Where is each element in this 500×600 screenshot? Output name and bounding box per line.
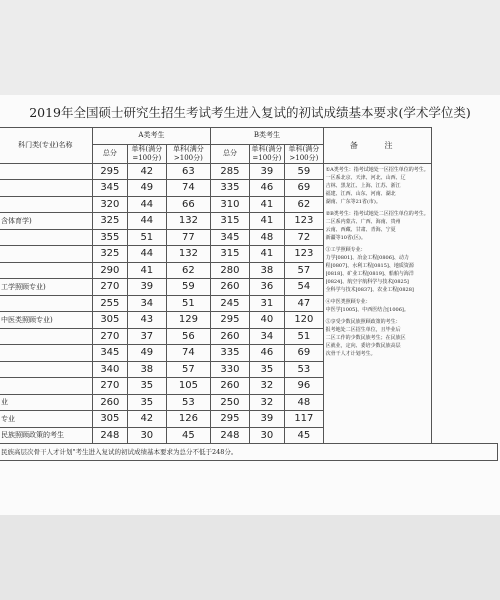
document-page — [0, 95, 500, 515]
b-score-cell: 330 — [211, 361, 249, 378]
note-line: 湖南、广东等21省(市)。 — [325, 198, 381, 205]
a-score-cell: 77 — [166, 229, 211, 246]
subject-cell — [0, 295, 92, 312]
b-score-cell: 315 — [211, 246, 249, 263]
b-score-cell: 295 — [211, 312, 249, 329]
a-score-cell: 66 — [166, 196, 211, 213]
a-score-cell: 53 — [166, 394, 211, 411]
group-b-header: B类考生 — [211, 128, 323, 145]
a-score-cell: 295 — [92, 163, 127, 180]
a-score-cell: 325 — [92, 213, 127, 230]
a-score-cell: 34 — [128, 295, 167, 312]
b-score-cell: 123 — [285, 213, 324, 230]
notes-cell — [323, 163, 431, 444]
background-band — [0, 515, 500, 600]
subject-cell — [0, 246, 92, 263]
subject-cell: 民族照顾政策的考生 — [0, 427, 92, 444]
b-score-cell: 48 — [249, 229, 284, 246]
a-score-cell: 44 — [128, 246, 167, 263]
b-score-cell: 335 — [211, 345, 249, 362]
b-score-cell: 46 — [249, 180, 284, 197]
a-score-cell: 260 — [92, 394, 127, 411]
b-score-cell: 41 — [249, 246, 284, 263]
a-score-cell: 51 — [128, 229, 167, 246]
a-score-cell: 340 — [92, 361, 127, 378]
b-score-cell: 46 — [249, 345, 284, 362]
b-score-cell: 54 — [285, 279, 324, 296]
b-score-cell: 310 — [211, 196, 249, 213]
a-score-cell: 57 — [166, 361, 211, 378]
b-score-cell: 48 — [285, 394, 324, 411]
note-line: ②B类考生：指考试地处二区招生单位的考生。 — [325, 210, 429, 217]
subject-cell — [0, 196, 92, 213]
a-score-cell: 270 — [92, 328, 127, 345]
a-score-cell: 305 — [92, 312, 127, 329]
a-score-cell: 38 — [128, 361, 167, 378]
subject-cell: 含体育学) — [0, 213, 92, 230]
subject-cell — [0, 229, 92, 246]
note-line: [0824]、航空宇航科学与技术[0825] — [325, 278, 409, 285]
subject-header: 科门类(专业)名称 — [0, 128, 92, 164]
b-score-cell: 248 — [211, 427, 249, 444]
b-score-cell: 51 — [285, 328, 324, 345]
b-score-cell: 280 — [211, 262, 249, 279]
note-line: 区就业，定向、委培少数民族高层 — [325, 342, 401, 349]
a-single2-header: 单科(满分>100分) — [166, 144, 211, 163]
score-table — [0, 127, 498, 461]
notes-header: 备 注 — [323, 128, 431, 164]
note-line: 福建、江西、山东、河南、湖北 — [325, 190, 396, 197]
subject-cell — [0, 180, 92, 197]
b-score-cell: 39 — [249, 411, 284, 428]
a-score-cell: 42 — [128, 163, 167, 180]
a-score-cell: 320 — [92, 196, 127, 213]
a-score-cell: 59 — [166, 279, 211, 296]
b-score-cell: 260 — [211, 279, 249, 296]
a-score-cell: 51 — [166, 295, 211, 312]
a-score-cell: 129 — [166, 312, 211, 329]
note-line: 力学[0801]、冶金工程[0806]、动力 — [325, 254, 409, 261]
a-score-cell: 132 — [166, 246, 211, 263]
note-line: ①A类考生：指考试地处一区招生单位的考生。 — [325, 166, 429, 173]
a-score-cell: 270 — [92, 378, 127, 395]
b-score-cell: 295 — [211, 411, 249, 428]
note-line: [0818]、矿业工程[0819]、船舶与海洋 — [325, 270, 414, 277]
b-score-cell: 47 — [285, 295, 324, 312]
note-line: ④中医类照顾专业： — [325, 298, 371, 305]
a-score-cell: 74 — [166, 345, 211, 362]
note-line: ⑤享受少数民族照顾政策的考生： — [325, 318, 401, 325]
subject-cell: 专业 — [0, 411, 92, 428]
a-score-cell: 43 — [128, 312, 167, 329]
b-score-cell: 117 — [285, 411, 324, 428]
b-score-cell: 35 — [249, 361, 284, 378]
note-line: 云南、西藏、甘肃、青海、宁夏 — [325, 226, 396, 233]
b-score-cell: 32 — [249, 394, 284, 411]
note-line: 程[0807]、水利工程[0815]、地质资源 — [325, 262, 414, 269]
subject-cell — [0, 345, 92, 362]
b-score-cell: 123 — [285, 246, 324, 263]
a-score-cell: 345 — [92, 345, 127, 362]
b-score-cell: 40 — [249, 312, 284, 329]
a-score-cell: 248 — [92, 427, 127, 444]
b-score-cell: 285 — [211, 163, 249, 180]
b-score-cell: 315 — [211, 213, 249, 230]
note-line: 吉林、黑龙江、上海、江苏、浙江 — [325, 182, 401, 189]
b-single1-header: 单科(满分=100分) — [249, 144, 284, 163]
footnote-row — [0, 444, 498, 461]
b-score-cell: 31 — [249, 295, 284, 312]
a-score-cell: 62 — [166, 262, 211, 279]
note-line: 中医学[1005]、中西医结合[1006]。 — [325, 306, 409, 313]
b-score-cell: 260 — [211, 328, 249, 345]
b-score-cell: 250 — [211, 394, 249, 411]
note-line: 新疆等10省(区)。 — [325, 234, 366, 241]
b-score-cell: 45 — [285, 427, 324, 444]
a-score-cell: 35 — [128, 378, 167, 395]
b-total-header: 总分 — [211, 144, 249, 163]
a-score-cell: 105 — [166, 378, 211, 395]
b-score-cell: 245 — [211, 295, 249, 312]
a-score-cell: 44 — [128, 196, 167, 213]
b-score-cell: 120 — [285, 312, 324, 329]
subject-cell: 业 — [0, 394, 92, 411]
b-score-cell: 62 — [285, 196, 324, 213]
a-score-cell: 126 — [166, 411, 211, 428]
b-score-cell: 345 — [211, 229, 249, 246]
a-score-cell: 42 — [128, 411, 167, 428]
group-a-header: A类考生 — [92, 128, 211, 145]
a-total-header: 总分 — [92, 144, 127, 163]
subject-cell — [0, 378, 92, 395]
a-score-cell: 305 — [92, 411, 127, 428]
subject-cell — [0, 163, 92, 180]
a-score-cell: 325 — [92, 246, 127, 263]
b-score-cell: 39 — [249, 163, 284, 180]
a-score-cell: 45 — [166, 427, 211, 444]
a-score-cell: 49 — [128, 180, 167, 197]
note-line: 一区系北京、天津、河北、山西、辽 — [325, 174, 406, 181]
b-score-cell: 32 — [249, 378, 284, 395]
b-score-cell: 69 — [285, 180, 324, 197]
b-score-cell: 38 — [249, 262, 284, 279]
b-score-cell: 41 — [249, 213, 284, 230]
a-score-cell: 37 — [128, 328, 167, 345]
note-line: 全科学与技术[0837]、农业工程[0828] — [325, 286, 414, 293]
b-score-cell: 41 — [249, 196, 284, 213]
b-score-cell: 335 — [211, 180, 249, 197]
b-score-cell: 30 — [249, 427, 284, 444]
a-score-cell: 345 — [92, 180, 127, 197]
subject-cell: 中医类照顾专业) — [0, 312, 92, 329]
subject-cell — [0, 262, 92, 279]
subject-cell — [0, 361, 92, 378]
a-score-cell: 56 — [166, 328, 211, 345]
b-score-cell: 36 — [249, 279, 284, 296]
a-single1-header: 单科(满分=100分) — [128, 144, 167, 163]
a-score-cell: 132 — [166, 213, 211, 230]
b-score-cell: 57 — [285, 262, 324, 279]
a-score-cell: 74 — [166, 180, 211, 197]
a-score-cell: 44 — [128, 213, 167, 230]
b-score-cell: 96 — [285, 378, 324, 395]
footnote: 民族高层次骨干人才计划"考生进入复试的初试成绩基本要求为总分不低于248分。 — [0, 444, 498, 461]
a-score-cell: 270 — [92, 279, 127, 296]
table-row — [0, 163, 498, 180]
a-score-cell: 355 — [92, 229, 127, 246]
a-score-cell: 41 — [128, 262, 167, 279]
a-score-cell: 63 — [166, 163, 211, 180]
subject-cell — [0, 328, 92, 345]
note-line: 次骨干人才计划考生。 — [325, 350, 376, 357]
note-line: 报考地处二区招生单位，且毕业后 — [325, 326, 401, 333]
b-score-cell: 72 — [285, 229, 324, 246]
b-score-cell: 69 — [285, 345, 324, 362]
a-score-cell: 39 — [128, 279, 167, 296]
a-score-cell: 30 — [128, 427, 167, 444]
page-title: 2019年全国硕士研究生招生考试考生进入复试的初试成绩基本要求(学术学位类) — [29, 105, 471, 120]
note-line: ③工学照顾专业： — [325, 246, 366, 253]
b-score-cell: 59 — [285, 163, 324, 180]
note-line: 二区工作的少数民族考生；在民族区 — [325, 334, 406, 341]
a-score-cell: 35 — [128, 394, 167, 411]
b-score-cell: 260 — [211, 378, 249, 395]
b-score-cell: 53 — [285, 361, 324, 378]
note-line: 二区系内蒙古、广西、海南、贵州 — [325, 218, 401, 225]
b-single2-header: 单科(满分>100分) — [285, 144, 324, 163]
subject-cell: 工学照顾专业) — [0, 279, 92, 296]
b-score-cell: 34 — [249, 328, 284, 345]
a-score-cell: 290 — [92, 262, 127, 279]
a-score-cell: 49 — [128, 345, 167, 362]
a-score-cell: 255 — [92, 295, 127, 312]
